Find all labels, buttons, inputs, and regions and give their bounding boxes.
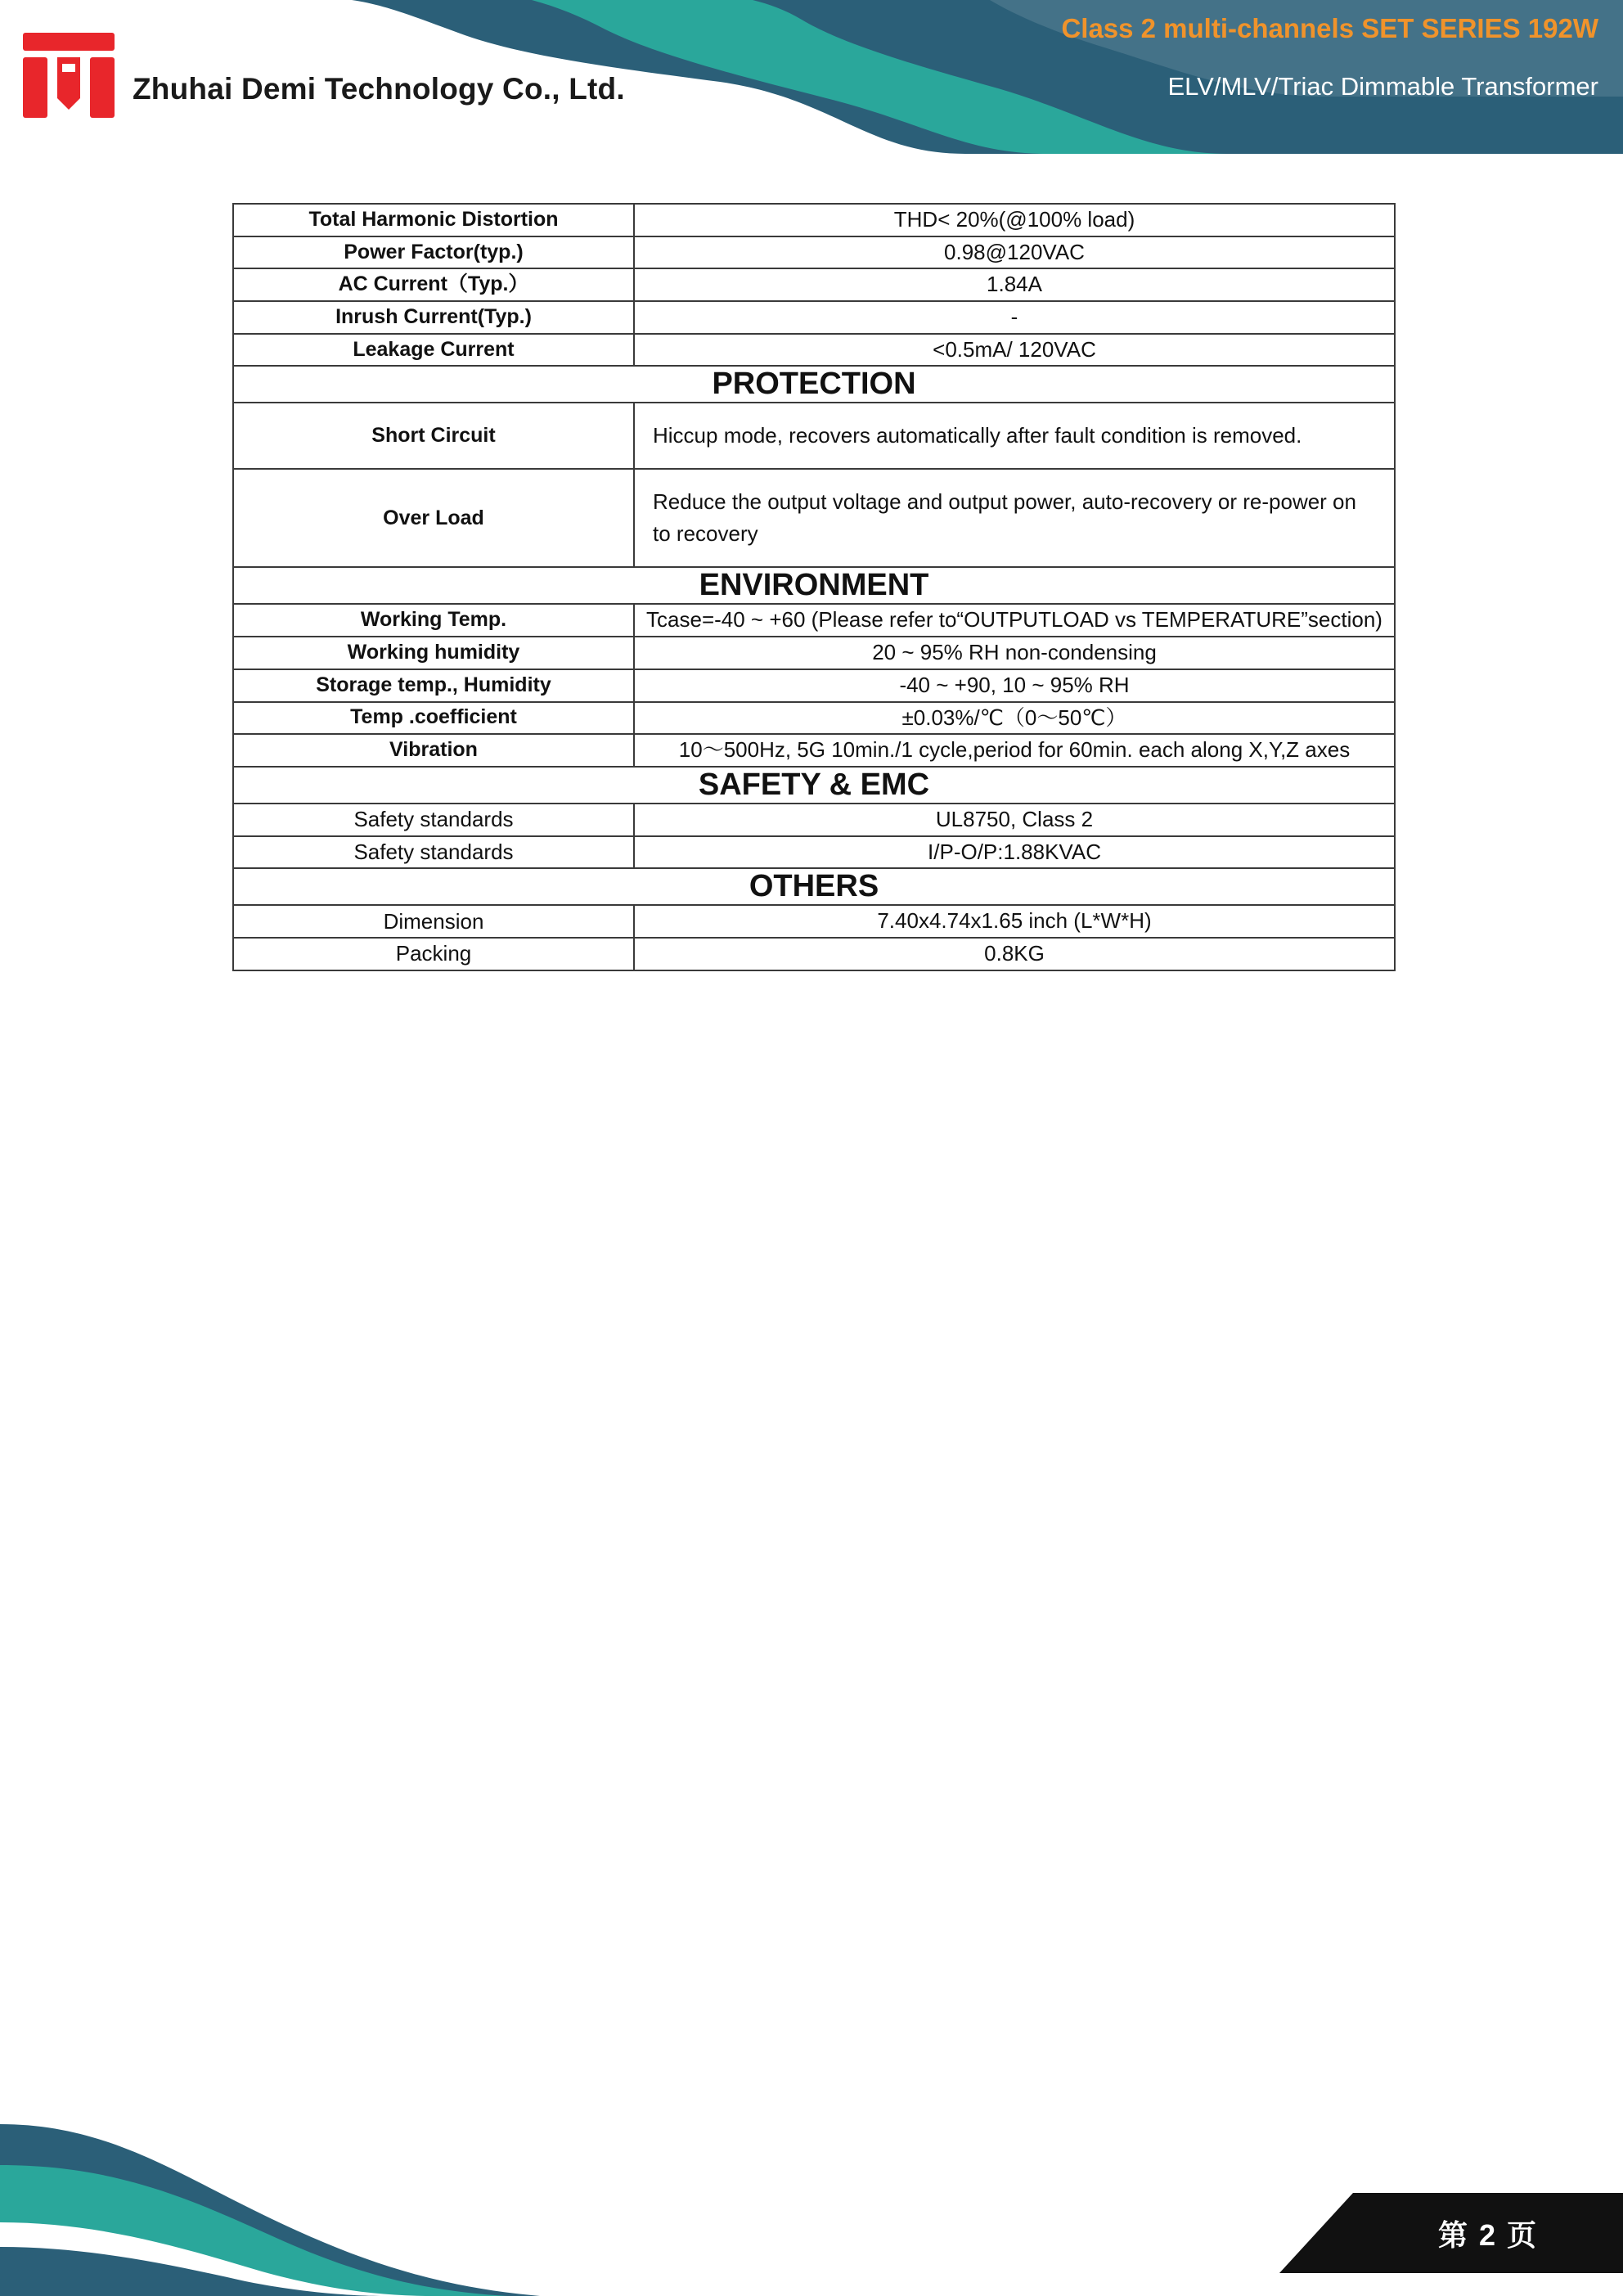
spec-label: Short Circuit xyxy=(233,403,634,469)
spec-value: THD< 20%(@100% load) xyxy=(634,204,1395,236)
table-section-row xyxy=(233,366,1395,403)
spec-value: ±0.03%/℃（0～50℃） xyxy=(634,702,1395,735)
spec-label: Total Harmonic Distortion xyxy=(233,204,634,236)
page-number-badge: 第 2 页 xyxy=(1353,2193,1623,2273)
spec-value: -40 ~ +90, 10 ~ 95% RH xyxy=(634,669,1395,702)
spec-value: - xyxy=(634,301,1395,334)
table-row xyxy=(233,301,1395,334)
spec-value: 20 ~ 95% RH non-condensing xyxy=(634,637,1395,669)
spec-value: 0.8KG xyxy=(634,938,1395,970)
spec-label: Working Temp. xyxy=(233,604,634,637)
table-row xyxy=(233,403,1395,469)
table-row xyxy=(233,334,1395,367)
spec-value: I/P-O/P:1.88KVAC xyxy=(634,836,1395,869)
table-row xyxy=(233,637,1395,669)
spec-label: Safety standards xyxy=(233,804,634,836)
spec-label: Dimension xyxy=(233,905,634,938)
document-title: Class 2 multi-channels SET SERIES 192W xyxy=(1061,13,1598,43)
spec-value: UL8750, Class 2 xyxy=(634,804,1395,836)
section-heading: OTHERS xyxy=(233,868,1395,905)
spec-label: Vibration xyxy=(233,734,634,767)
table-section-row xyxy=(233,567,1395,604)
spec-value: Reduce the output voltage and output power, auto-recovery or re-power on to recovery xyxy=(634,469,1395,567)
table-row xyxy=(233,836,1395,869)
company-name: Zhuhai Demi Technology Co., Ltd. xyxy=(133,72,625,106)
spec-label: AC Current（Typ.） xyxy=(233,268,634,301)
specification-table-body xyxy=(233,204,1395,970)
table-row xyxy=(233,905,1395,938)
spec-label: Temp .coefficient xyxy=(233,702,634,735)
section-heading: SAFETY & EMC xyxy=(233,767,1395,804)
table-row xyxy=(233,938,1395,970)
specification-table xyxy=(232,203,1396,971)
table-row xyxy=(233,236,1395,269)
document-subtitle: ELV/MLV/Triac Dimmable Transformer xyxy=(1167,72,1598,101)
section-heading: ENVIRONMENT xyxy=(233,567,1395,604)
spec-label: Inrush Current(Typ.) xyxy=(233,301,634,334)
spec-label: Leakage Current xyxy=(233,334,634,367)
demi-logo-icon xyxy=(21,29,116,121)
table-row xyxy=(233,604,1395,637)
table-section-row xyxy=(233,868,1395,905)
table-row xyxy=(233,268,1395,301)
spec-value: 0.98@120VAC xyxy=(634,236,1395,269)
table-row xyxy=(233,702,1395,735)
page-badge-wedge xyxy=(1279,2193,1353,2273)
table-row xyxy=(233,669,1395,702)
spec-value: Tcase=-40 ~ +60 (Please refer to“OUTPUTLOAD vs TEMPERATURE”section) xyxy=(634,604,1395,637)
spec-value: 7.40x4.74x1.65 inch (L*W*H) xyxy=(634,905,1395,938)
spec-value: 1.84A xyxy=(634,268,1395,301)
table-section-row xyxy=(233,767,1395,804)
table-row xyxy=(233,469,1395,567)
table-row xyxy=(233,804,1395,836)
spec-label: Storage temp., Humidity xyxy=(233,669,634,702)
spec-value: <0.5mA/ 120VAC xyxy=(634,334,1395,367)
spec-label: Working humidity xyxy=(233,637,634,669)
spec-label: Packing xyxy=(233,938,634,970)
page-footer xyxy=(0,2026,1623,2296)
page-header xyxy=(0,0,1623,154)
section-heading: PROTECTION xyxy=(233,366,1395,403)
spec-label: Over Load xyxy=(233,469,634,567)
spec-label: Safety standards xyxy=(233,836,634,869)
table-row xyxy=(233,204,1395,236)
spec-value: 10～500Hz, 5G 10min./1 cycle,period for 60min. each along X,Y,Z axes xyxy=(634,734,1395,767)
table-row xyxy=(233,734,1395,767)
spec-value: Hiccup mode, recovers automatically after fault condition is removed. xyxy=(634,403,1395,469)
spec-label: Power Factor(typ.) xyxy=(233,236,634,269)
